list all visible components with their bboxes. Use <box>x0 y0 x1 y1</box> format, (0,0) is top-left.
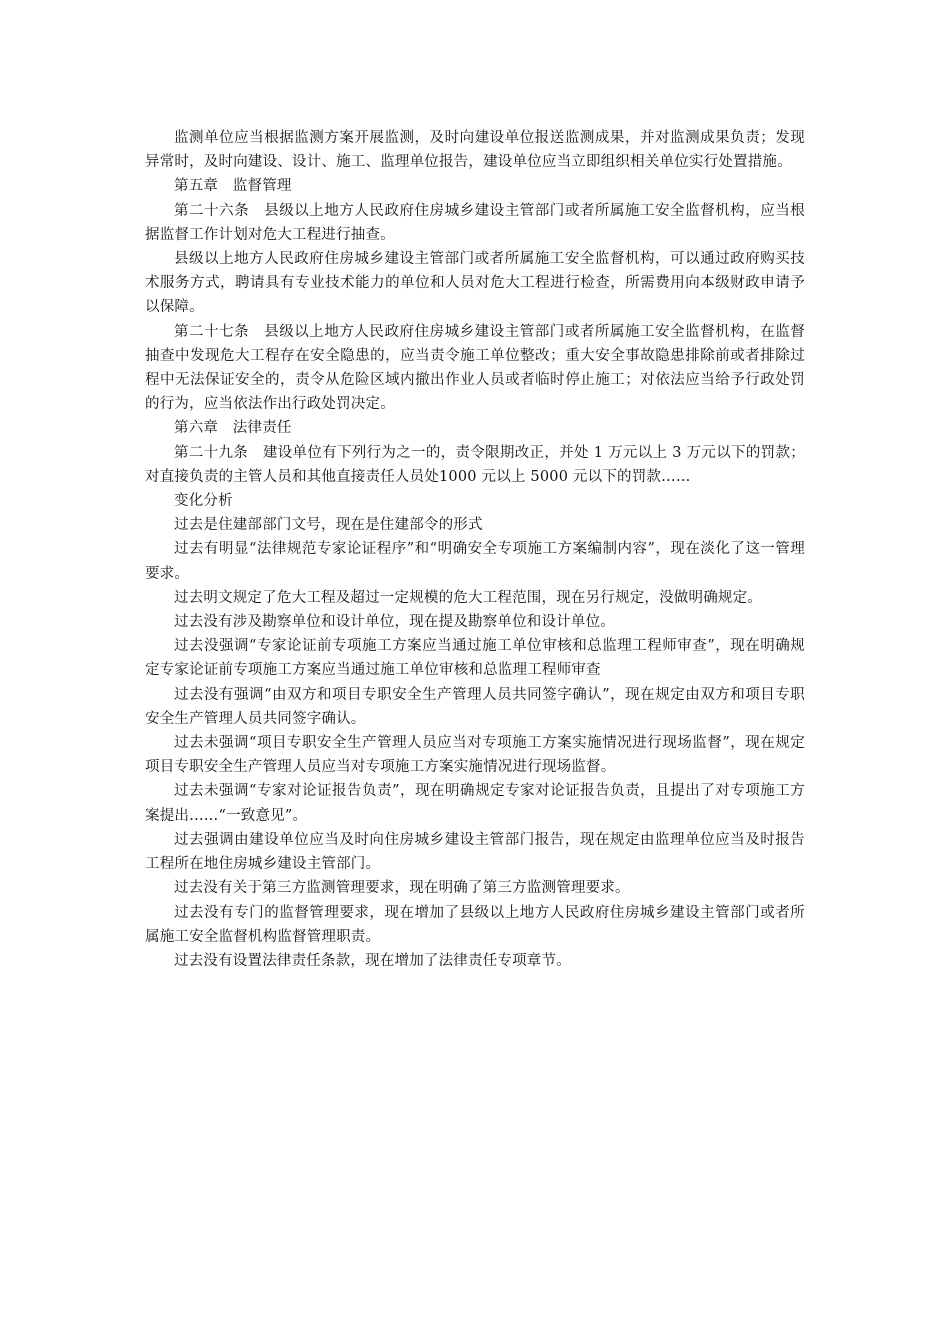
document-body <box>145 126 805 973</box>
change-item-2: 过去有明显“法律规范专家论证程序”和“明确安全专项施工方案编制内容”，现在淡化了这一管理要求。 <box>145 541 805 582</box>
change-item-3: 过去明文规定了危大工程及超过一定规模的危大工程范围，现在另行规定，没做明确规定。 <box>174 589 762 606</box>
chapter-heading-6: 第六章 法律责任 <box>174 420 292 437</box>
change-item-7: 过去未强调“项目专职安全生产管理人员应当对专项施工方案实施情况进行现场监督”，现在规定项目专职安全生产管理人员应当对专项施工方案实施情况进行现场监督。 <box>145 735 805 776</box>
article-26: 第二十六条 县级以上地方人民政府住房城乡建设主管部门或者所属施工安全监督机构，应当根据监督工作计划对危大工程进行抽查。 <box>145 202 805 243</box>
change-item-9: 过去强调由建设单位应当及时向住房城乡建设主管部门报告，现在规定由监理单位应当及时报告工程所在地住房城乡建设主管部门。 <box>145 831 805 873</box>
change-item-4: 过去没有涉及勘察单位和设计单位，现在提及勘察单位和设计单位。 <box>174 614 615 631</box>
change-item-11: 过去没有专门的监督管理要求，现在增加了县级以上地方人民政府住房城乡建设主管部门或者所属施工安全监督机构监督管理职责。 <box>145 904 805 945</box>
change-item-8: 过去未强调“专家对论证报告负责”，现在明确规定专家对论证报告负责，且提出了对专项施工方案提出……“一致意见”。 <box>145 783 805 824</box>
change-item-6: 过去没有强调“由双方和项目专职安全生产管理人员共同签字确认”，现在规定由双方和项目专职安全生产管理人员共同签字确认。 <box>145 686 805 727</box>
change-item-1: 过去是住建部部门文号，现在是住建部令的形式 <box>174 517 483 534</box>
change-item-5: 过去没强调“专家论证前专项施工方案应当通过施工单位审核和总监理工程师审查”，现在明确规定专家论证前专项施工方案应当通过施工单位审核和总监理工程师审查 <box>145 638 805 679</box>
article-29: 第二十九条 建设单位有下列行为之一的，责令限期改正，并处 1 万元以上 3 万元以下的罚款；对直接负责的主管人员和其他直接责任人员处1000 元以上 5000 元以下的罚款…… <box>145 444 805 485</box>
paragraph-monitoring-unit: 监测单位应当根据监测方案开展监测，及时向建设单位报送监测成果，并对监测成果负责；发现异常时，及时向建设、设计、施工、监理单位报告，建设单位应当立即组织相关单位实行处置措施。 <box>145 130 805 171</box>
article-27: 第二十七条 县级以上地方人民政府住房城乡建设主管部门或者所属施工安全监督机构，在监督抽查中发现危大工程存在安全隐患的，应当责令施工单位整改；重大安全事故隐患排除前或者排除过程中无法保证安全的，责令从危险区域内撤出作业人员或者临时停止施工；对依法应当给予行政处罚的行为，应当依法作出行政处罚决定。 <box>145 323 805 413</box>
change-item-12: 过去没有设置法律责任条款，现在增加了法律责任专项章节。 <box>174 952 571 969</box>
chapter-heading-5: 第五章 监督管理 <box>174 178 292 195</box>
change-item-10: 过去没有关于第三方监测管理要求，现在明确了第三方监测管理要求。 <box>174 880 630 897</box>
section-heading-change-analysis: 变化分析 <box>174 493 233 510</box>
paragraph-purchase-services: 县级以上地方人民政府住房城乡建设主管部门或者所属施工安全监督机构，可以通过政府购买技术服务方式，聘请具有专业技术能力的单位和人员对危大工程进行检查，所需费用向本级财政申请予以保障。 <box>145 251 805 316</box>
